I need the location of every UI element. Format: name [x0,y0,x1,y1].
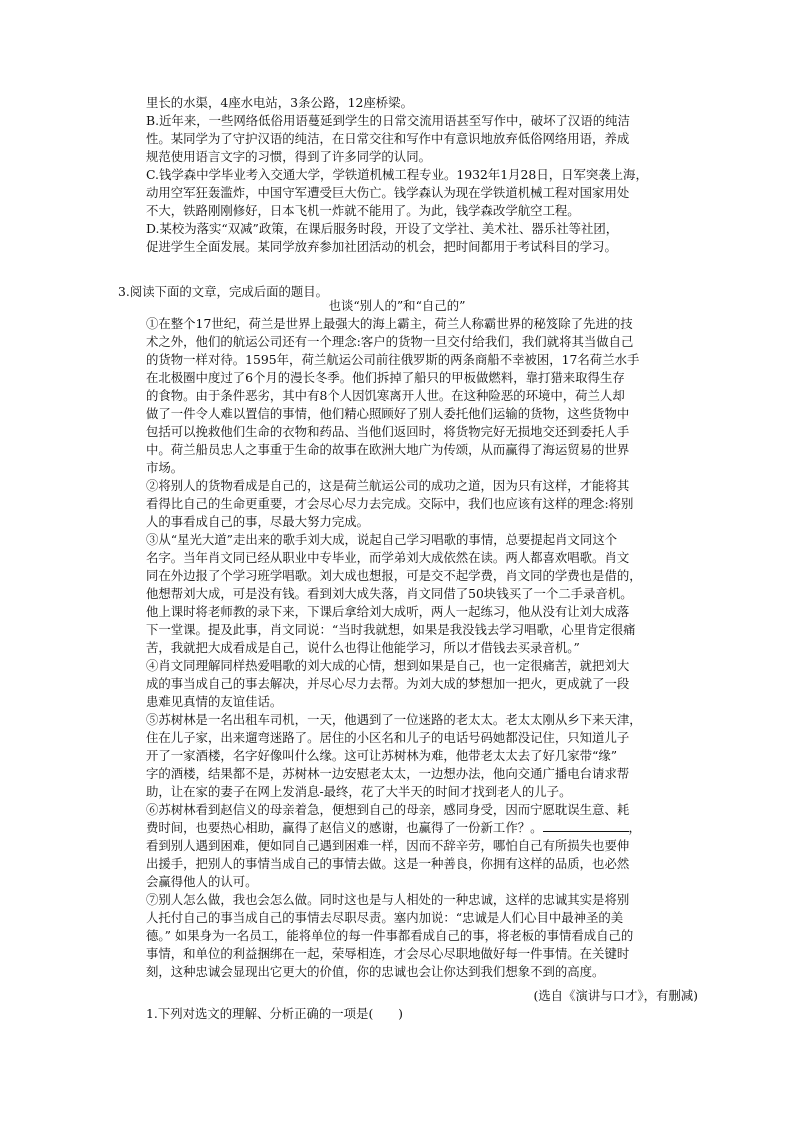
text-line: 他上课时将老师教的录下来，下课后拿给刘大成听，两人一起练习，他从没有让刘大成落 [146,604,630,619]
text-line: 助，让在家的妻子在网上发消息-最终，花了大半天的时间才找到老人的儿子。 [146,784,572,799]
answer-options [146,94,706,256]
text-line: 里长的水渠，4座水电站，3条公路，12座桥梁。 [146,95,413,110]
text-line: 住在儿子家，出来遛弯迷路了。居住的小区名和儿子的电话号码她都没记住，只知道儿子 [146,730,630,745]
text-line: 的货物一样对待。1595年，荷兰航运公司前往俄罗斯的两条商船不幸被困，17名荷兰水手 [146,352,640,367]
text-line: ②将别人的货物看成是自己的，这是荷兰航运公司的成功之道，因为只有这样，才能将其 [146,478,630,493]
text-line: 德。” 如果身为一名员工，能将单位的每一件事都看成自己的事，将老板的事情看成自己的 [146,928,634,943]
article-paragraph [146,477,706,531]
text-line: 人的事看成自己的事，尽最大努力完成。 [146,514,370,529]
question-3-prompt: 3.阅读下面的文章，完成后面的题目。 [118,284,329,299]
option-item [146,94,706,112]
text-line: 人托付自己的事当成自己的事情去尽职尽责。塞内加说：“忠诚是人们心目中最神圣的美 [146,910,624,925]
article-paragraph [146,657,706,711]
text-line: 开了一家酒楼，名字好像叫什么缘。这可让苏树林为难，他带老太太去了好几家带“缘” [146,748,618,763]
article-source: (选自《演讲与口才》，有删减) [533,988,698,1003]
article-paragraph [146,315,706,477]
text-line: ①在整个17世纪，荷兰是世界上最强大的海上霸主，荷兰人称霸世界的秘笈除了先进的技 [146,316,633,331]
text-line: 会赢得他人的认可。 [146,874,258,889]
text-line: ③从“星光大道”走出来的歌手刘大成，说起自己学习唱歌的事情，总要提起肖文同这个 [146,532,618,547]
text-line: 费时间，也要热心相助，赢得了赵信义的感谢，也赢得了一份新工作？。 ， [146,820,641,835]
text-line: 在北极圈中度过了6个月的漫长冬季。他们拆掉了船只的甲板做燃料，靠打猎来取得生存 [146,370,625,385]
text-line: 看到别人遇到困难，便如同自己遇到困难一样，因而不辞辛劳，哪怕自己有所损失也要伸 [146,838,630,853]
text-line: 规范使用语言文字的习惯，得到了许多同学的认同。 [146,149,431,164]
text-line: 性。某同学为了守护汉语的纯洁，在日常交往和写作中有意识地放弃低俗网络用语，养成 [146,131,630,146]
text-line: 中。荷兰船员忠人之事重于生命的故事在欧洲大地广为传颂，从而赢得了海运贸易的世界 [146,442,630,457]
fill-in-blank[interactable] [543,819,629,832]
text-line: 出援手，把别人的事情当成自己的事情去做。这是一种善良，你拥有这样的品质，也必然 [146,856,630,871]
text-line: D.某校为落实“双减”政策，在课后服务时段，开设了文学社、美术社、器乐社等社团， [146,221,619,236]
text-line: 促进学生全面发展。某同学放弃参加社团活动的机会，把时间都用于考试科目的学习。 [146,239,617,254]
text-line: 下一堂课。提及此事，肖文同说：“当时我就想，如果是我没钱去学习唱歌，心里肯定很痛 [146,622,636,637]
option-item [146,112,706,166]
text-line: 动用空军狂轰滥炸，中国守军遭受巨大伤亡。钱学森认为现在学铁道机械工程对国家用处 [146,185,630,200]
text-line: 他想帮刘大成，可是没有钱。看到刘大成失落，肖文同借了50块钱买了一个二手录音机。 [146,586,633,601]
text-line: 刻，这种忠诚会显现出它更大的价值，你的忠诚也会让你达到我们想象不到的高度。 [146,964,605,979]
text-line: 包括可以挽救他们生命的衣物和药品、当他们返回时，将货物完好无损地交还到委托人手 [146,424,630,439]
sub-question-1: 1.下列对选文的理解、分析正确的一项是( ) [146,1006,403,1021]
text-line: 的食物。由于条件恶劣，其中有8个人因饥寒离开人世。在这种险恶的环境中，荷兰人却 [146,388,625,403]
article-paragraph [146,801,706,891]
text-line: ⑤苏树林是一名出租车司机，一天，他遇到了一位迷路的老太太。老太太刚从乡下来天津， [146,712,642,727]
text-line: 事情，和单位的利益捆绑在一起，荣辱相连，才会尽心尽职地做好每一件事情。在关键时 [146,946,630,961]
text-line: ⑦别人怎么做，我也会怎么做。同时这也是与人相处的一种忠诚，这样的忠诚其实是将别 [146,892,630,907]
text-line: 字的酒楼，结果都不是，苏树林一边安慰老太太，一边想办法，他向交通广播电台请求帮 [146,766,630,781]
text-line: ④肖文同理解同样热爱唱歌的刘大成的心情，想到如果是自己，也一定很痛苦，就把刘大 [146,658,630,673]
text-line: 做了一件令人难以置信的事情，他们精心照顾好了别人委托他们运输的货物，这些货物中 [146,406,630,421]
text-line: ⑥苏树林看到赵信义的母亲着急，便想到自己的母亲，感同身受，因而宁愿耽误生意、耗 [146,802,630,817]
text-line: 成的事当成自己的事去解决，并尽心尽力去帮。为刘大成的梦想加一把火，更成就了一段 [146,676,630,691]
option-item [146,166,706,220]
article-title: 也谈“别人的”和“自己的” [328,298,466,313]
text-line: B.近年来，一些网络低俗用语蔓延到学生的日常交流用语甚至写作中，破坏了汉语的纯洁 [146,113,630,128]
text-line: 不大，铁路刚刚修好，日本飞机一炸就不能用了。为此，钱学森改学航空工程。 [146,203,580,218]
article-paragraph [146,891,706,981]
text-line: 苦，我就把大成看成是自己，说什么也得让他能学习，所以才借钱去买录音机。” [146,640,580,655]
text-line: C.钱学森中学毕业考入交通大学，学铁道机械工程专业。1932年1月28日，日军突袭上海， [146,167,648,182]
text-line: 看得比自己的生命更重要，才会尽心尽力去完成。交际中，我们也应该有这样的理念:将别 [146,496,634,511]
article-body [146,315,706,981]
text-line: 名字。当年肖文同已经从职业中专毕业，而学弟刘大成依然在读。两人都喜欢唱歌。肖文 [146,550,630,565]
option-item [146,220,706,256]
article-paragraph [146,531,706,657]
text-line: 同在外边报了个学习班学唱歌。刘大成也想报，可是交不起学费，肖文同的学费也是借的， [146,568,642,583]
text-line: 市场。 [146,460,184,475]
text-line: 术之外，他们的航运公司还有一个理念:客户的货物一旦交付给我们，我们就将其当做自己 [146,334,634,349]
article-paragraph [146,711,706,801]
text-line: 患难见真情的友谊佳话。 [146,694,283,709]
